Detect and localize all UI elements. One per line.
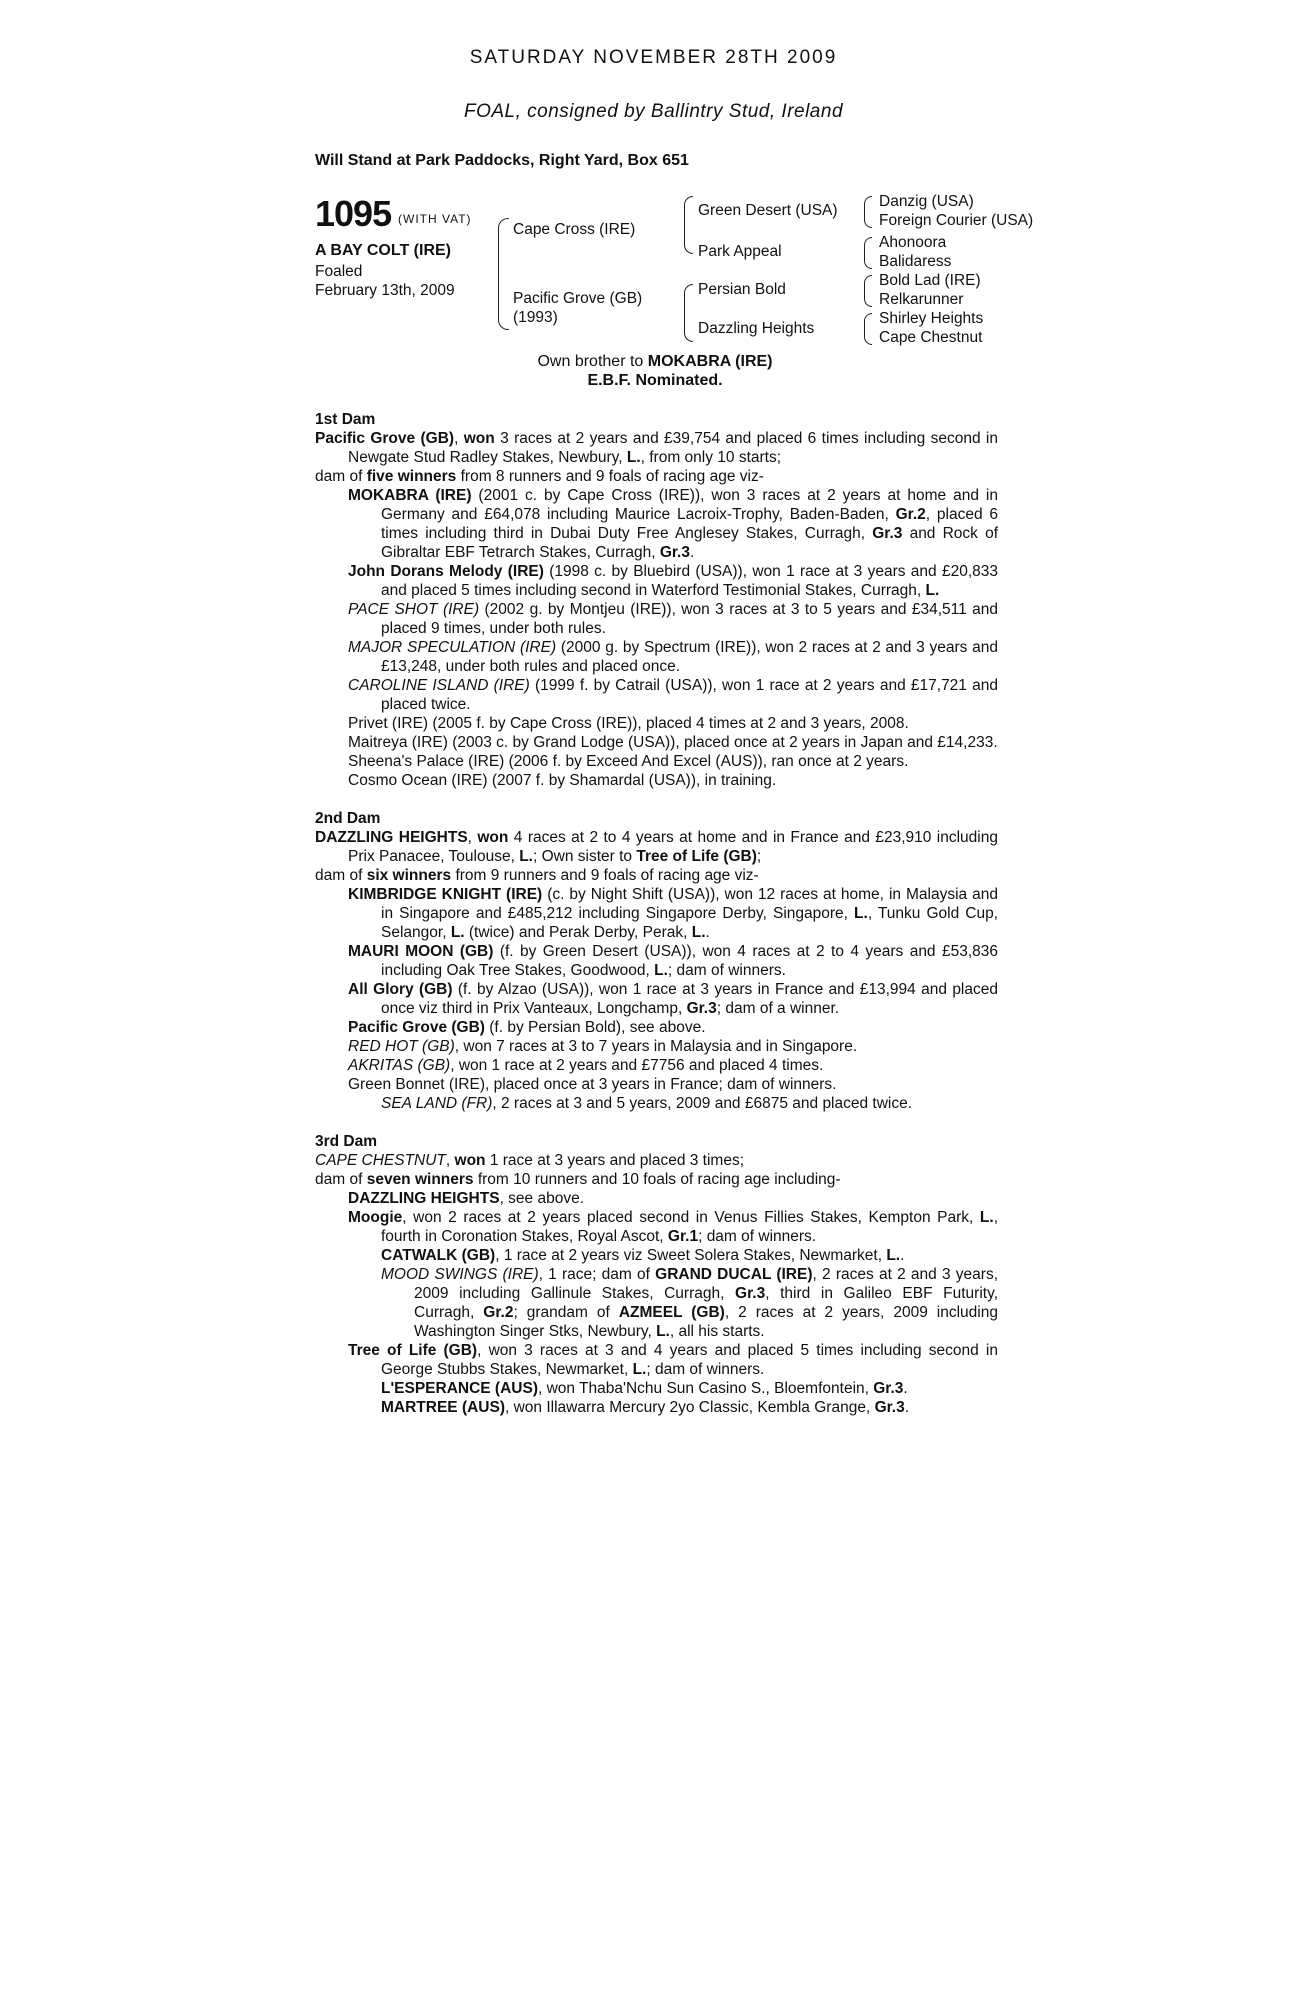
produce-mauri-moon — [315, 942, 998, 980]
entry-text: , fourth in Coronation Stakes, Royal Ascot, — [381, 1209, 998, 1245]
entry-text: , placed 6 times including third in Dubai Duty Free Anglesey Stakes, Curragh, — [381, 506, 998, 542]
produce-kimbridge-knight — [315, 885, 998, 942]
entry-text: , see above. — [499, 1190, 585, 1207]
entry-text: ; dam of winners. — [698, 1228, 817, 1245]
second-dam-text: 4 races at 2 to 4 years at home and in France and £23,910 including Prix Panacee, Toulouse, — [348, 829, 998, 865]
produce-tree-of-life — [315, 1341, 998, 1379]
produce-pace-shot — [315, 600, 998, 638]
grade: Gr.1 — [667, 1228, 699, 1245]
produce-pacific-grove — [315, 1018, 998, 1037]
entry-text: ; dam of winners. — [667, 962, 786, 979]
pedigree-dam-year: (1993) — [513, 309, 558, 326]
first-dam-winners: five winners — [366, 468, 457, 485]
first-dam-name: Pacific Grove (GB) — [315, 430, 455, 447]
entry-text: ; grandam of — [513, 1304, 619, 1321]
second-dam-text2: ; Own sister to — [532, 848, 637, 865]
grade: Gr.2 — [895, 506, 926, 523]
second-dam-listed: L. — [519, 848, 533, 865]
second-dam-name: DAZZLING HEIGHTS — [315, 829, 468, 846]
third-dam-record: CAPE CHESTNUT, won 1 race at 3 years and placed 3 times; — [315, 1152, 745, 1169]
grade: Gr.2 — [483, 1304, 514, 1321]
entry-text: ; dam of a winner. — [716, 1000, 840, 1017]
entry-text: , 1 race; dam of — [538, 1266, 656, 1283]
entry-text: (2001 c. by Cape Cross (IRE)), won 3 races at 2 years at home and in Germany and £64,078 including Maurice Lacroix-Trophy, Baden-Baden, — [381, 487, 998, 523]
second-dam-produce-summary — [315, 866, 998, 885]
listed: L. — [886, 1247, 901, 1264]
entry-text: ; dam of winners. — [646, 1361, 765, 1378]
pedigree-dam-sire: Persian Bold — [698, 281, 786, 298]
first-dam-listed: L. — [626, 449, 641, 466]
pedigree-g5: Bold Lad (IRE) — [879, 272, 981, 289]
horse-name: AKRITAS (GB) — [348, 1057, 451, 1074]
entry-text: . — [903, 1380, 908, 1397]
pedigree-brace-sire — [684, 196, 693, 254]
pedigree-g7: Shirley Heights — [879, 310, 984, 327]
brother-name: MOKABRA (IRE) — [647, 353, 773, 370]
third-dam-of-prefix: dam of — [315, 1171, 367, 1188]
pedigree-brace-g1 — [864, 196, 872, 228]
horse-name: L'ESPERANCE (AUS) — [381, 1380, 538, 1397]
entry-text: (twice) and Perak Derby, Perak, — [464, 924, 692, 941]
lot-title: A BAY COLT (IRE) — [315, 242, 452, 259]
third-dam-text: 1 race at 3 years and placed 3 times; — [485, 1152, 745, 1169]
produce-sheenas-palace: Sheena's Palace (IRE) (2006 f. by Exceed And Excel (AUS)), ran once at 2 years. — [348, 753, 909, 770]
pedigree-sire: Cape Cross (IRE) — [513, 221, 636, 238]
horse-name: PACE SHOT (IRE) — [348, 601, 480, 618]
pedigree-g4: Balidaress — [879, 253, 952, 270]
grade: Gr.3 — [659, 544, 690, 561]
horse-name: KIMBRIDGE KNIGHT (IRE) — [348, 886, 543, 903]
horse-name: John Dorans Melody (IRE) — [348, 563, 544, 580]
pedigree-sire-sire: Green Desert (USA) — [698, 202, 838, 219]
horse-name: MAURI MOON (GB) — [348, 943, 494, 960]
entry-text: . — [705, 924, 710, 941]
horse-name: MOOD SWINGS (IRE) — [381, 1266, 539, 1283]
second-dam-of-suffix: from 9 runners and 9 foals of racing age viz- — [451, 867, 759, 884]
produce-mood-swings — [315, 1265, 998, 1341]
horse-name: MAJOR SPECULATION (IRE) — [348, 639, 557, 656]
entry-text: , won 1 race at 2 years and £7756 and placed 4 times. — [450, 1057, 824, 1074]
entry-text: (2000 g. by Spectrum (IRE)), won 2 races at 2 and 3 years and £13,248, under both rules and placed once. — [381, 639, 998, 675]
consignment-line: FOAL, consigned by Ballintry Stud, Ireland — [463, 101, 844, 122]
first-dam-of-suffix: from 8 runners and 9 foals of racing age viz- — [456, 468, 764, 485]
pedigree-brace-g2 — [864, 237, 872, 269]
pedigree-sire-dam: Park Appeal — [698, 243, 782, 260]
entry-text: , third in Galileo EBF Futurity, Curragh, — [414, 1285, 998, 1321]
pedigree-g1: Danzig (USA) — [879, 193, 974, 210]
horse-name: CAROLINE ISLAND (IRE) — [348, 677, 530, 694]
second-dam-of-prefix: dam of — [315, 867, 367, 884]
grade: Gr.3 — [686, 1000, 717, 1017]
produce-sea-land — [315, 1094, 998, 1113]
third-dam-section — [315, 1132, 998, 1417]
produce-green-bonnet: Green Bonnet (IRE), placed once at 3 years in France; dam of winners. — [348, 1076, 837, 1093]
listed: L. — [450, 924, 465, 941]
third-dam-heading: 3rd Dam — [315, 1133, 378, 1150]
entry-text: , all his starts. — [669, 1323, 765, 1340]
ebf-nominated: E.B.F. Nominated. — [587, 372, 723, 389]
second-dam-heading: 2nd Dam — [315, 810, 381, 827]
entry-text: , 2 races at 2 years, 2009 including Washington Singer Stks, Newbury, — [414, 1304, 998, 1340]
pedigree-g3: Ahonoora — [879, 234, 947, 251]
horse-name: CATWALK (GB) — [381, 1247, 496, 1264]
produce-privet: Privet (IRE) (2005 f. by Cape Cross (IRE)), placed 4 times at 2 and 3 years, 2008. — [348, 715, 909, 732]
pedigree-g2: Foreign Courier (USA) — [879, 212, 1034, 229]
lot-vat-note: (WITH VAT) — [398, 212, 472, 226]
entry-text: (f. by Persian Bold), see above. — [484, 1019, 706, 1036]
third-dam-won: won — [454, 1152, 486, 1169]
produce-cosmo-ocean: Cosmo Ocean (IRE) (2007 f. by Shamardal (USA)), in training. — [348, 772, 777, 789]
brother-prefix: Own brother to — [537, 353, 648, 370]
second-dam-sister: Tree of Life (GB) — [636, 848, 757, 865]
produce-catwalk — [315, 1246, 998, 1265]
produce-moogie — [315, 1208, 998, 1246]
brother-note — [410, 352, 900, 390]
produce-mokabra — [315, 486, 998, 562]
first-dam-produce-summary — [315, 467, 998, 486]
produce-dazzling-heights — [315, 1189, 998, 1208]
grade: Gr.3 — [874, 1399, 905, 1416]
pedigree-dam: Pacific Grove (GB) — [513, 290, 643, 307]
horse-name: AZMEEL (GB) — [618, 1304, 725, 1321]
produce-lesperance — [315, 1379, 998, 1398]
horse-name: Tree of Life (GB) — [348, 1342, 478, 1359]
second-dam-text3: ; — [756, 848, 762, 865]
listed: L. — [632, 1361, 647, 1378]
second-dam-section — [315, 809, 998, 1113]
first-dam-section — [315, 410, 998, 790]
produce-major-speculation — [315, 638, 998, 676]
first-dam-of-prefix: dam of — [315, 468, 367, 485]
entry-text: (1998 c. by Bluebird (USA)), won 1 race at 3 years and £20,833 and placed 5 times including second in Waterford Testimonial Stakes, Curragh, — [381, 563, 998, 599]
horse-name: MOKABRA (IRE) — [348, 487, 472, 504]
entry-text: , won 2 races at 2 years placed second in Venus Fillies Stakes, Kempton Park, — [402, 1209, 980, 1226]
foaled-date: February 13th, 2009 — [315, 282, 455, 299]
horse-name: Moogie — [348, 1209, 403, 1226]
listed: L. — [691, 924, 706, 941]
brother-line — [410, 352, 900, 371]
entry-text: , won 3 races at 3 and 4 years and placed 5 times including second in George Stubbs Stakes, Newmarket, — [381, 1342, 998, 1378]
horse-name: DAZZLING HEIGHTS — [348, 1190, 500, 1207]
produce-john-dorans-melody — [315, 562, 998, 600]
stand-location: Will Stand at Park Paddocks, Right Yard, Box 651 — [315, 152, 689, 169]
first-dam-text: 3 races at 2 years and £39,754 and placed 6 times including second in Newgate Stud Radley Stakes, Newbury, — [348, 430, 998, 466]
third-dam-produce-summary — [315, 1170, 998, 1189]
entry-text: . — [900, 1247, 905, 1264]
entry-text: , 1 race at 2 years viz Sweet Solera Stakes, Newmarket, — [495, 1247, 887, 1264]
second-dam-winners: six winners — [366, 867, 452, 884]
lot-number: 1095 — [315, 193, 392, 234]
entry-text: , 2 races at 2 and 3 years, 2009 including Gallinule Stakes, Curragh, — [414, 1266, 999, 1302]
produce-caroline-island — [315, 676, 998, 714]
entry-text: . — [904, 1399, 910, 1416]
pedigree-g6: Relkarunner — [879, 291, 964, 308]
listed: L. — [925, 582, 940, 599]
second-dam-record: DAZZLING HEIGHTS, won 4 races at 2 to 4 years at home and in France and £23,910 including Prix Panacee, Toulouse, L.; Own sister to Tree of Life (GB); — [315, 829, 998, 865]
entry-text: , won Thaba'Nchu Sun Casino S., Bloemfontein, — [537, 1380, 874, 1397]
grade: Gr.3 — [872, 525, 903, 542]
horse-name: GRAND DUCAL (IRE) — [655, 1266, 813, 1283]
entry-text: (2002 g. by Montjeu (IRE)), won 3 races at 3 to 5 years and £34,511 and placed 9 times, under both rules. — [381, 601, 999, 637]
horse-name: MARTREE (AUS) — [381, 1399, 505, 1416]
produce-red-hot — [315, 1037, 998, 1056]
first-dam-heading: 1st Dam — [315, 411, 376, 428]
entry-text: (f. by Alzao (USA)), won 1 race at 3 years in France and £13,994 and placed once viz third in Prix Vanteaux, Longchamp, — [381, 981, 998, 1017]
entry-text: , won Illawarra Mercury 2yo Classic, Kembla Grange, — [505, 1399, 875, 1416]
third-dam-winners: seven winners — [366, 1171, 474, 1188]
entry-text: (c. by Night Shift (USA)), won 12 races at home, in Malaysia and in Singapore and £485,212 including Singapore Derby, Singapore, — [381, 886, 998, 922]
pedigree-dam-dam: Dazzling Heights — [698, 320, 815, 337]
entry-text: and Rock of Gibraltar EBF Tetrarch Stakes, Curragh, — [381, 525, 999, 561]
catalogue-body — [315, 410, 998, 1417]
produce-martree — [315, 1398, 998, 1417]
sale-date-heading: SATURDAY NOVEMBER 28TH 2009 — [469, 47, 838, 68]
produce-maitreya: Maitreya (IRE) (2003 c. by Grand Lodge (USA)), placed once at 2 years in Japan and £14,233. — [348, 734, 998, 751]
grade: Gr.3 — [735, 1285, 766, 1302]
entry-text: (1999 f. by Catrail (USA)), won 1 race at 2 years and £17,721 and placed twice. — [381, 677, 998, 713]
entry-text: , Tunku Gold Cup, Selangor, — [381, 905, 998, 941]
pedigree-g8: Cape Chestnut — [879, 329, 983, 346]
horse-name: Pacific Grove (GB) — [348, 1019, 485, 1036]
first-dam-text2: , from only 10 starts; — [640, 449, 782, 466]
listed: L. — [854, 905, 868, 922]
entry-text: (f. by Green Desert (USA)), won 4 races at 2 to 4 years and £53,836 including Oak Tree Stakes, Goodwood, — [381, 943, 998, 979]
entry-text: . — [690, 544, 695, 561]
entry-text: , 2 races at 3 and 5 years, 2009 and £6875 and placed twice. — [492, 1095, 913, 1112]
entry-text: , won 7 races at 3 to 7 years in Malaysia and in Singapore. — [454, 1038, 858, 1055]
foaled-info — [315, 262, 455, 300]
third-dam-of-suffix: from 10 runners and 10 foals of racing age including- — [473, 1171, 841, 1188]
listed: L. — [654, 962, 668, 979]
first-dam-won: won — [463, 430, 495, 447]
pedigree-brace-g3 — [864, 275, 872, 307]
foaled-label: Foaled — [315, 263, 363, 280]
pedigree-brace-main — [498, 218, 509, 330]
produce-akritas — [315, 1056, 998, 1075]
pedigree-brace-dam — [684, 284, 693, 342]
horse-name: All Glory (GB) — [348, 981, 453, 998]
listed: L. — [979, 1209, 994, 1226]
second-dam-won: won — [477, 829, 509, 846]
horse-name: RED HOT (GB) — [348, 1038, 455, 1055]
pedigree-brace-g4 — [864, 313, 872, 345]
listed: L. — [656, 1323, 670, 1340]
third-dam-name: CAPE CHESTNUT — [315, 1152, 446, 1169]
first-dam-record: Pacific Grove (GB), won 3 races at 2 years and £39,754 and placed 6 times including second in Newgate Stud Radley Stakes, Newbury, L., from only 10 starts; — [315, 430, 998, 466]
produce-all-glory — [315, 980, 998, 1018]
horse-name: SEA LAND (FR) — [381, 1095, 493, 1112]
grade: Gr.3 — [873, 1380, 904, 1397]
